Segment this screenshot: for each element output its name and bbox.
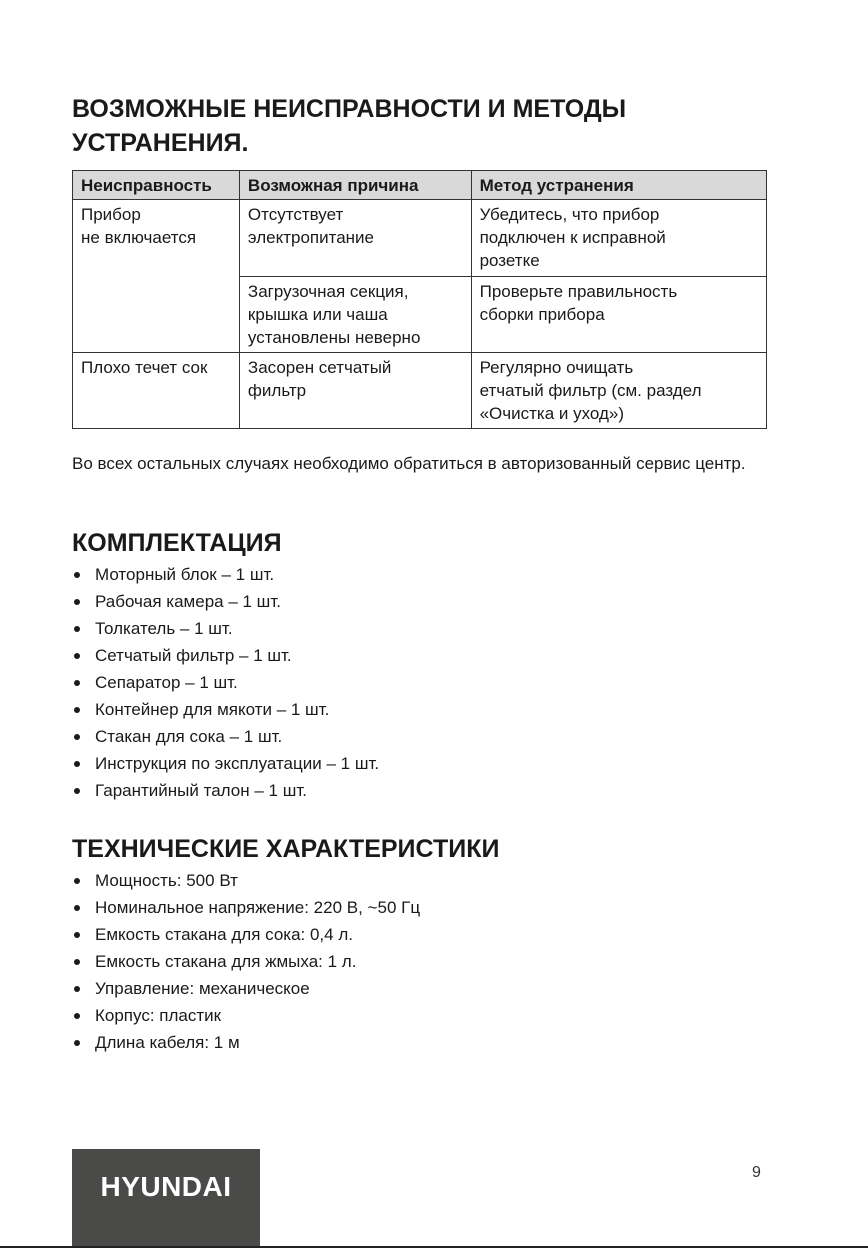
contents-heading: КОМПЛЕКТАЦИЯ [72, 529, 282, 557]
bullet-icon [74, 707, 80, 713]
bullet-icon [74, 734, 80, 740]
list-item-text: Емкость стакана для жмыха: 1 л. [95, 952, 357, 971]
remedy-cell: Проверьте правильность сборки прибора [471, 277, 766, 353]
list-item [72, 1002, 420, 1029]
contents-list [72, 561, 379, 804]
list-item-text: Инструкция по эксплуатации – 1 шт. [95, 754, 380, 773]
list-item-text: Гарантийный талон – 1 шт. [95, 781, 307, 800]
cause-cell: Засорен сетчатый фильтр [239, 353, 471, 429]
list-item [72, 867, 420, 894]
bullet-icon [74, 572, 80, 578]
bullet-icon [74, 986, 80, 992]
bullet-icon [74, 653, 80, 659]
column-header-cause: Возможная причина [239, 171, 471, 200]
remedy-cell: Регулярно очищать етчатый фильтр (см. раздел «Очистка и уход») [471, 353, 766, 429]
troubleshooting-heading: ВОЗМОЖНЫЕ НЕИСПРАВНОСТИ И МЕТОДЫ УСТРАНЕНИЯ. [72, 95, 627, 157]
list-item [72, 948, 420, 975]
fault-cell: Прибор не включается [73, 200, 240, 353]
specs-list [72, 867, 420, 1056]
list-item [72, 561, 379, 588]
specs-heading: ТЕХНИЧЕСКИЕ ХАРАКТЕРИСТИКИ [72, 835, 500, 863]
remedy-cell: Убедитесь, что прибор подключен к исправной розетке [471, 200, 766, 277]
list-item [72, 696, 379, 723]
service-note: Во всех остальных случаях необходимо обратиться в авторизованный сервис центр. [72, 454, 746, 473]
fault-cell: Плохо течет сок [73, 353, 240, 429]
table-header-row [73, 171, 767, 200]
cause-cell: Загрузочная секция, крышка или чаша установлены неверно [239, 277, 471, 353]
list-item [72, 777, 379, 804]
list-item [72, 723, 379, 750]
list-item-text: Корпус: пластик [95, 1006, 222, 1025]
list-item [72, 588, 379, 615]
list-item [72, 750, 379, 777]
list-item [72, 642, 379, 669]
bullet-icon [74, 905, 80, 911]
list-item-text: Управление: механическое [95, 979, 310, 998]
bullet-icon [74, 626, 80, 632]
list-item-text: Сетчатый фильтр – 1 шт. [95, 646, 292, 665]
list-item [72, 669, 379, 696]
list-item-text: Моторный блок – 1 шт. [95, 565, 275, 584]
list-item [72, 921, 420, 948]
column-header-remedy: Метод устранения [471, 171, 766, 200]
list-item-text: Сепаратор – 1 шт. [95, 673, 238, 692]
table-row [73, 200, 767, 277]
bullet-icon [74, 1013, 80, 1019]
list-item [72, 894, 420, 921]
list-item-text: Емкость стакана для сока: 0,4 л. [95, 925, 353, 944]
bullet-icon [74, 932, 80, 938]
list-item-text: Толкатель – 1 шт. [95, 619, 233, 638]
column-header-fault: Неисправность [73, 171, 240, 200]
list-item [72, 1029, 420, 1056]
list-item-text: Номинальное напряжение: 220 В, ~50 Гц [95, 898, 421, 917]
page-number: 9 [752, 1164, 761, 1181]
list-item [72, 615, 379, 642]
bullet-icon [74, 878, 80, 884]
bullet-icon [74, 599, 80, 605]
list-item [72, 975, 420, 1002]
list-item-text: Контейнер для мякоти – 1 шт. [95, 700, 330, 719]
bullet-icon [74, 959, 80, 965]
bullet-icon [74, 788, 80, 794]
bullet-icon [74, 761, 80, 767]
cause-cell: Отсутствует электропитание [239, 200, 471, 277]
troubleshooting-table [72, 170, 767, 429]
bullet-icon [74, 1040, 80, 1046]
brand-logo-text: HYUNDAI [100, 1171, 232, 1202]
list-item-text: Мощность: 500 Вт [95, 871, 238, 890]
list-item-text: Длина кабеля: 1 м [95, 1033, 240, 1052]
brand-logo [72, 1149, 260, 1248]
table-row [73, 353, 767, 429]
list-item-text: Рабочая камера – 1 шт. [95, 592, 281, 611]
list-item-text: Стакан для сока – 1 шт. [95, 727, 283, 746]
bullet-icon [74, 680, 80, 686]
